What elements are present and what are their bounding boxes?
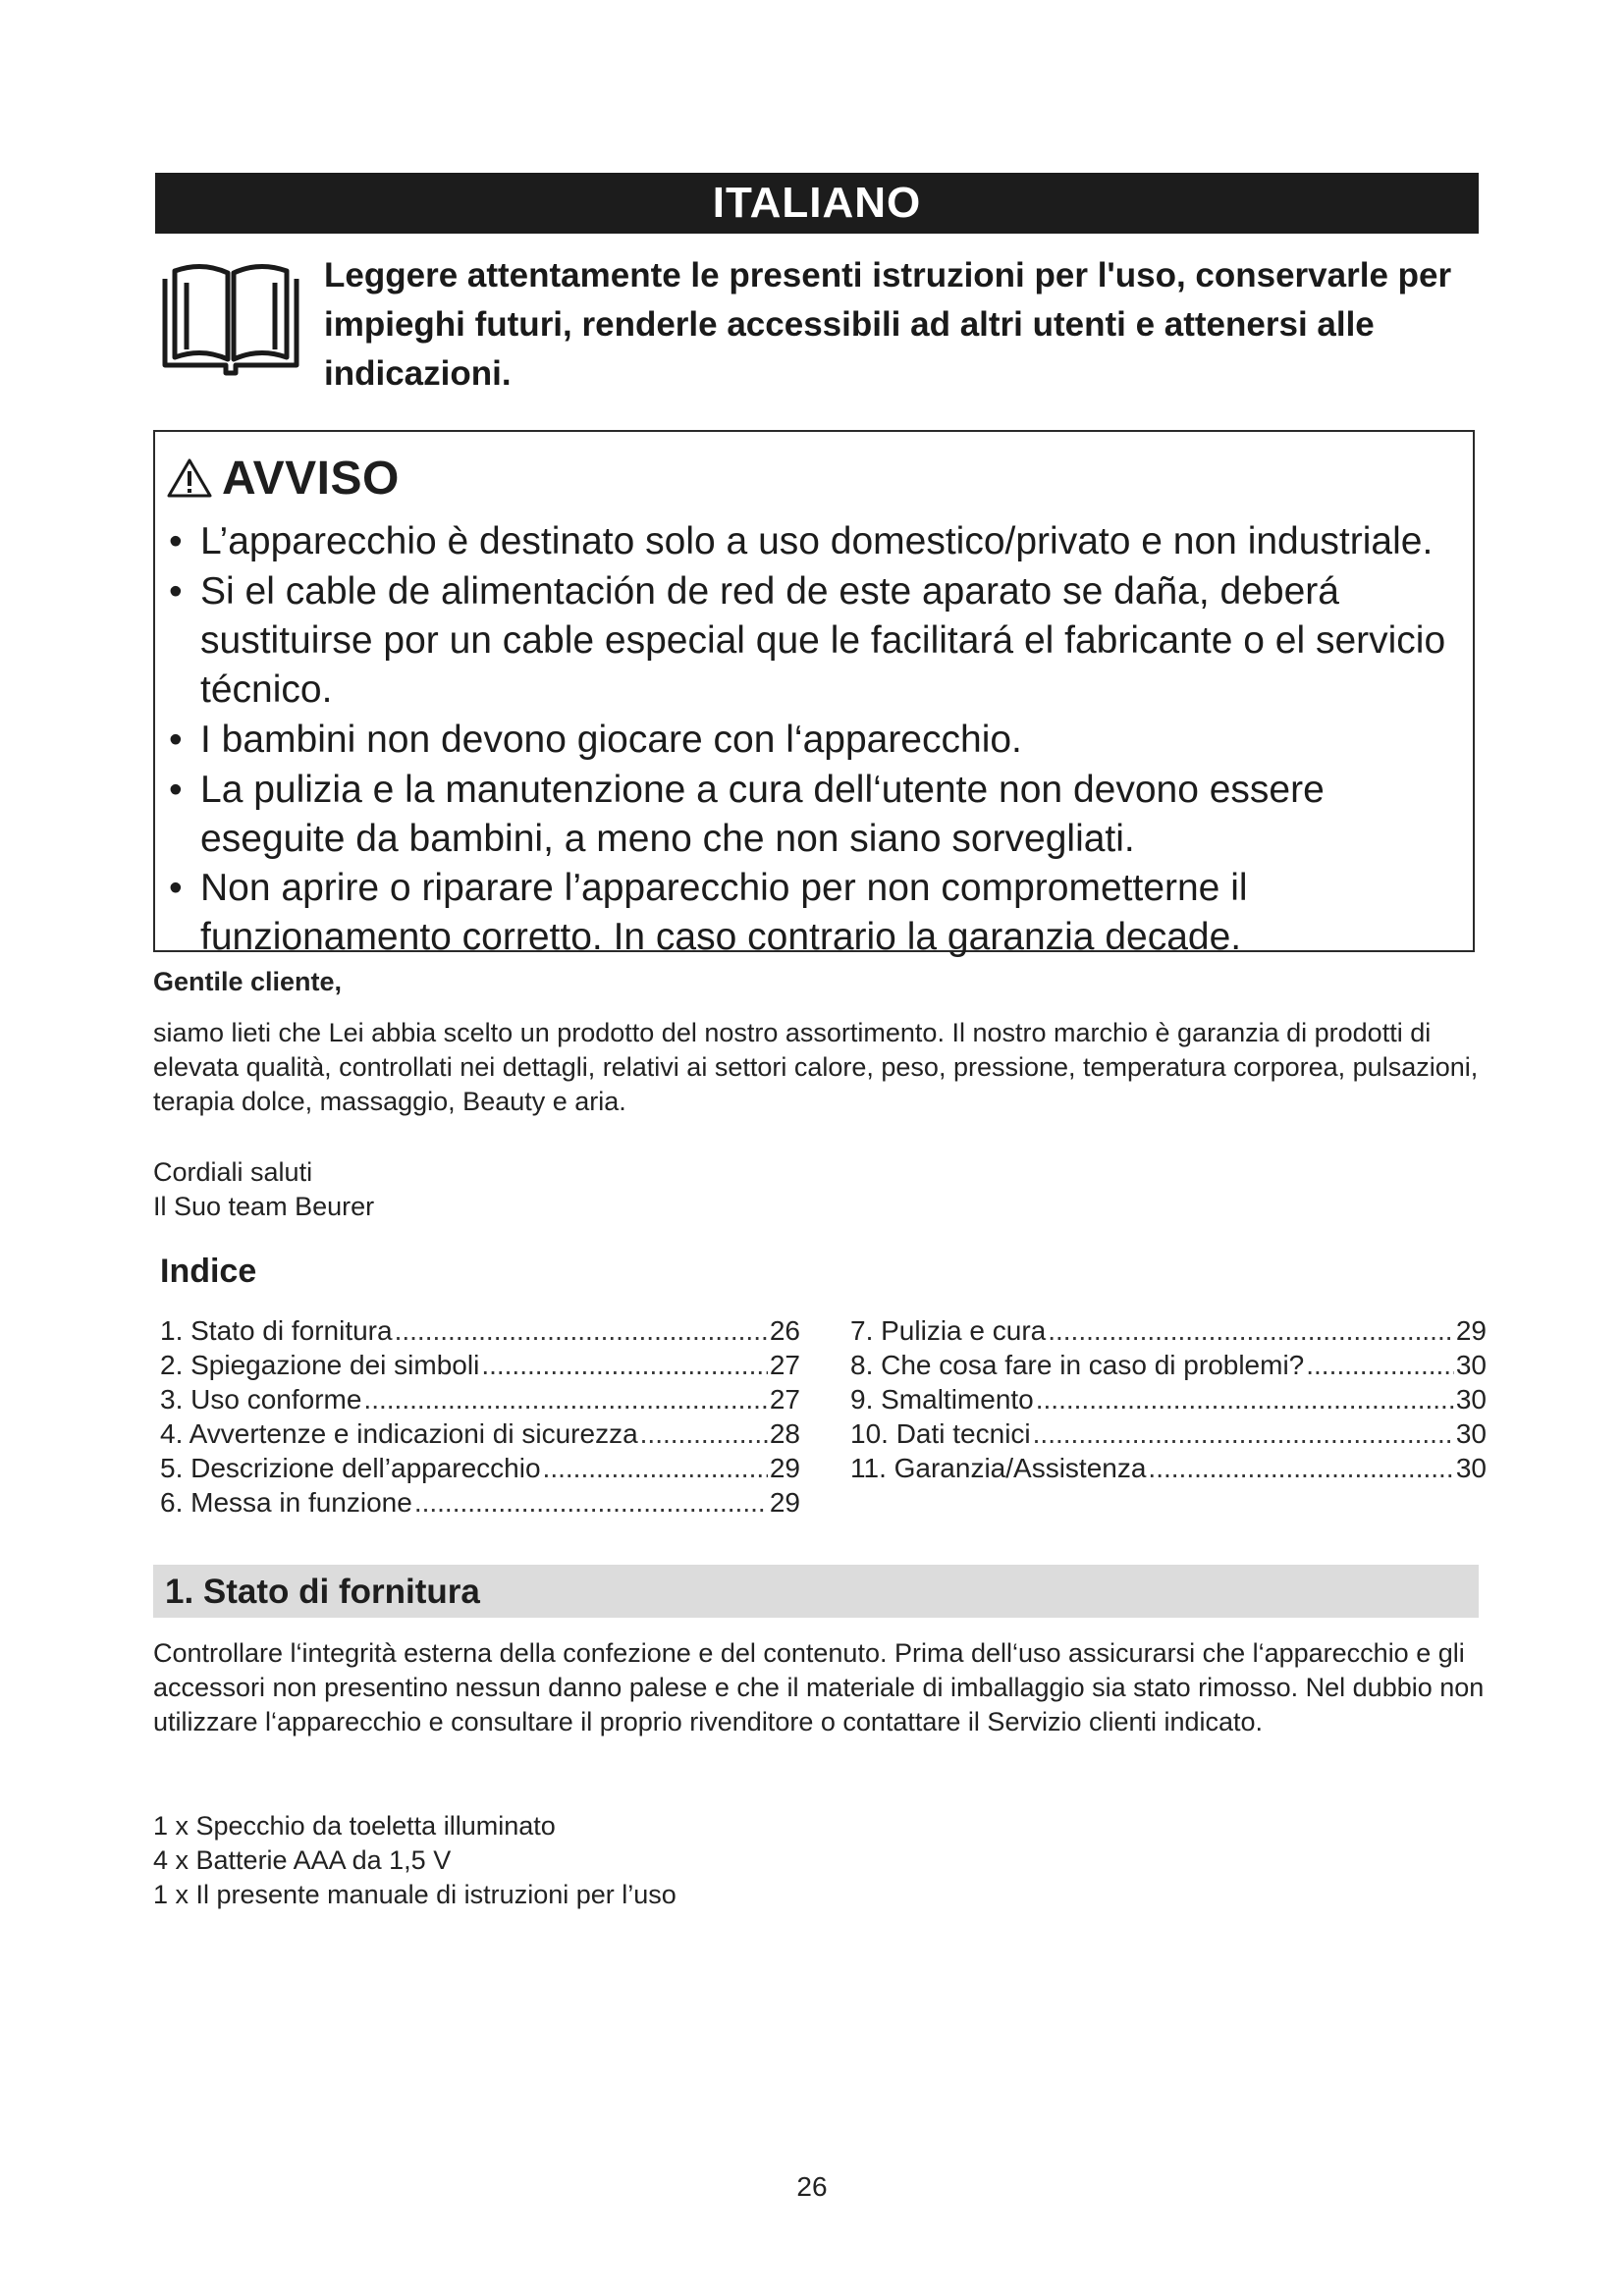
toc-label: 8. Che cosa fare in caso di problemi? [850, 1350, 1305, 1380]
toc-leader [543, 1453, 768, 1484]
toc-leader [481, 1350, 768, 1381]
list-item: 1 x Specchio da toeletta illuminato [153, 1811, 556, 1841]
toc-label: 5. Descrizione dell’apparecchio [160, 1453, 541, 1483]
toc-label: 3. Uso conforme [160, 1384, 362, 1415]
warning-item-text: Non aprire o riparare l’apparecchio per non comprometterne il funzionamento corretto. In caso contrario la garanzia decade. [200, 867, 1248, 958]
package-contents-list [153, 1809, 1037, 1912]
intro-paragraph: siamo lieti che Lei abbia scelto un prodotto del nostro assortimento. Il nostro marchio è garanzia di prodotti di elevata qualità, controllati nei dettagli, relativi ai settori calore, peso, pressione, temperatura corporea, pulsazioni, terapia dolce, massaggio, Beauty e aria. [153, 1018, 1479, 1116]
toc-entry[interactable] [850, 1418, 1487, 1453]
index-title: Indice [160, 1253, 257, 1290]
toc-label: 2. Spiegazione dei simboli [160, 1350, 480, 1380]
warning-item [169, 517, 1467, 566]
warning-heading [167, 444, 400, 512]
warning-item-text: Si el cable de alimentación de red de este aparato se daña, deberá sustituirse por un cable especial que le facilitará el fabricante o el servicio técnico. [200, 570, 1446, 711]
toc-right-column [850, 1315, 1487, 1487]
toc-page: 30 [1455, 1418, 1487, 1449]
toc-page: 28 [769, 1418, 800, 1449]
toc-page: 29 [769, 1487, 800, 1518]
toc-leader [395, 1315, 768, 1347]
toc-page: 26 [769, 1315, 800, 1346]
toc-leader [363, 1384, 767, 1415]
toc-entry[interactable] [160, 1384, 800, 1418]
bullet: • [169, 570, 183, 613]
warning-item [169, 567, 1467, 715]
page-number: 26 [796, 2171, 828, 2202]
toc-leader [1148, 1453, 1453, 1484]
toc-entry[interactable] [850, 1315, 1487, 1350]
warning-triangle-icon [167, 457, 212, 499]
toc-label: 1. Stato di fornitura [160, 1315, 393, 1346]
bullet: • [169, 867, 183, 909]
toc-label: 6. Messa in funzione [160, 1487, 412, 1518]
warning-item-text: La pulizia e la manutenzione a cura dell‘utente non devono essere eseguite da bambini, a meno che non siano sorvegliati. [200, 769, 1325, 860]
toc-page: 29 [769, 1453, 800, 1483]
toc-entry[interactable] [160, 1487, 800, 1522]
toc-page: 27 [769, 1350, 800, 1380]
toc-entry[interactable] [850, 1453, 1487, 1487]
bullet: • [169, 719, 183, 761]
toc-label: 9. Smaltimento [850, 1384, 1034, 1415]
greeting: Gentile cliente, [153, 967, 343, 996]
closing [153, 1155, 742, 1224]
toc-page: 29 [1455, 1315, 1487, 1346]
toc-page: 27 [769, 1384, 800, 1415]
toc-page: 30 [1455, 1384, 1487, 1415]
read-instructions-note: Leggere attentamente le presenti istruzioni per l'uso, conservarle per impieghi futuri, renderle accessibili ad altri utenti e attenersi alle indicazioni. [324, 256, 1452, 393]
warning-item [169, 864, 1467, 962]
signature-line: Il Suo team Beurer [153, 1192, 375, 1221]
toc-leader [1033, 1418, 1454, 1450]
toc-entry[interactable] [160, 1350, 800, 1384]
section-title: 1. Stato di fornitura [165, 1573, 480, 1611]
list-item: 4 x Batterie AAA da 1,5 V [153, 1845, 452, 1875]
warning-item [169, 716, 1467, 765]
list-item: 1 x Il presente manuale di istruzioni per l’uso [153, 1880, 677, 1909]
toc-left-column [160, 1315, 800, 1522]
bullet: • [169, 769, 183, 811]
toc-entry[interactable] [850, 1350, 1487, 1384]
toc-page: 30 [1455, 1350, 1487, 1380]
toc-page: 30 [1455, 1453, 1487, 1483]
section-paragraph: Controllare l‘integrità esterna della confezione e del contenuto. Prima dell‘uso assicurarsi che l‘apparecchio e gli accessori non presentino nessun danno palese e che il materiale di imballaggio sia stato rimosso. Nel dubbio non utilizzare l‘apparecchio e consultare il proprio rivenditore o contattare il Servizio clienti indicato. [153, 1638, 1485, 1736]
toc-leader [1036, 1384, 1454, 1415]
toc-leader [414, 1487, 768, 1519]
warning-item-text: L’apparecchio è destinato solo a uso domestico/privato e non industriale. [200, 520, 1434, 562]
bullet: • [169, 520, 183, 562]
toc-entry[interactable] [160, 1453, 800, 1487]
toc-entry[interactable] [160, 1418, 800, 1453]
warning-item [169, 766, 1467, 864]
toc-leader [1048, 1315, 1454, 1347]
toc-leader [640, 1418, 768, 1450]
open-book-icon [157, 257, 304, 385]
toc-leader [1306, 1350, 1454, 1381]
toc-label: 10. Dati tecnici [850, 1418, 1031, 1449]
closing-line: Cordiali saluti [153, 1157, 313, 1187]
toc-entry[interactable] [160, 1315, 800, 1350]
toc-entry[interactable] [850, 1384, 1487, 1418]
toc-label: 7. Pulizia e cura [850, 1315, 1047, 1346]
warning-item-text: I bambini non devono giocare con l‘apparecchio. [200, 719, 1022, 761]
language-header: ITALIANO [155, 173, 1479, 234]
warning-title: AVVISO [222, 452, 400, 505]
toc-label: 4. Avvertenze e indicazioni di sicurezza [160, 1418, 638, 1449]
toc-label: 11. Garanzia/Assistenza [850, 1453, 1147, 1483]
